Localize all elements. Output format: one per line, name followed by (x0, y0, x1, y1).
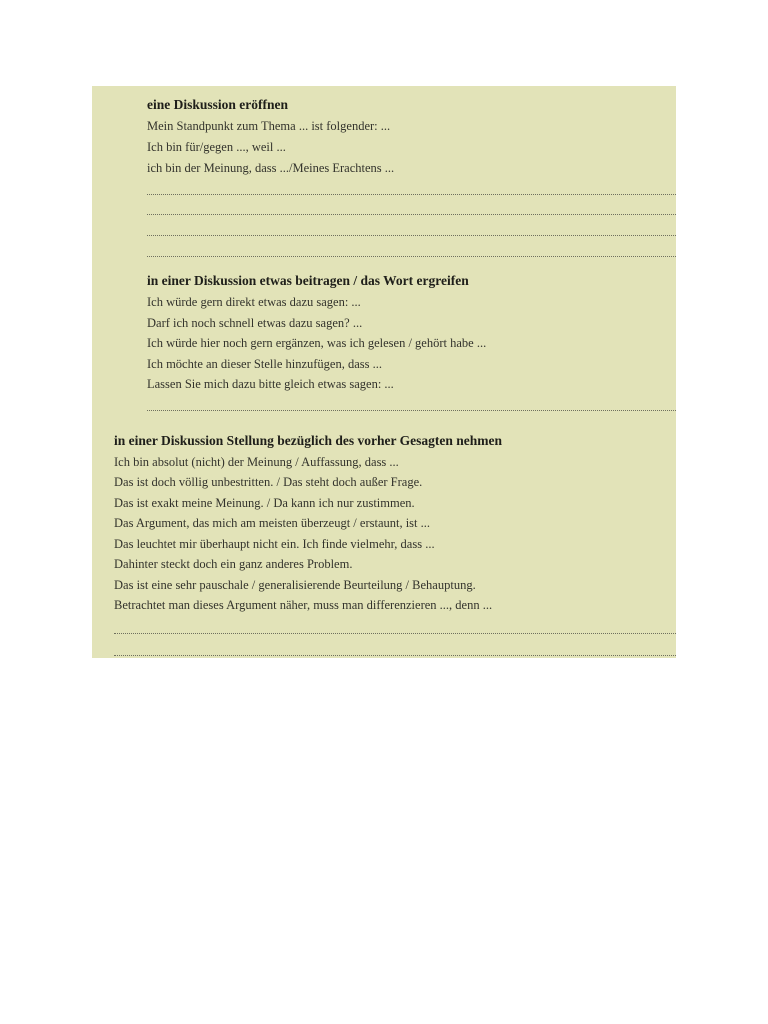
phrase-line: Ich würde gern direkt etwas dazu sagen: ... (147, 295, 361, 309)
section-heading-open-discussion: eine Diskussion eröffnen (147, 97, 289, 112)
blank-writing-line (114, 655, 676, 656)
blank-writing-line (147, 256, 676, 257)
phrase-line: Das Argument, das mich am meisten überzeugt / erstaunt, ist ... (114, 516, 431, 530)
phrase-line: Das ist exakt meine Meinung. / Da kann ich nur zustimmen. (114, 496, 415, 510)
blank-writing-line (114, 633, 676, 634)
phrase-line: Das ist doch völlig unbestritten. / Das steht doch außer Frage. (114, 475, 423, 489)
phrase-line: Betrachtet man dieses Argument näher, muss man differenzieren ..., denn ... (114, 598, 493, 612)
phrase-line: Dahinter steckt doch ein ganz anderes Problem. (114, 557, 353, 571)
phrase-line: Ich bin absolut (nicht) der Meinung / Auffassung, dass ... (114, 455, 399, 469)
blank-writing-line (147, 235, 676, 236)
phrase-line: Das leuchtet mir überhaupt nicht ein. Ich finde vielmehr, dass ... (114, 537, 435, 551)
section-heading-contribute: in einer Diskussion etwas beitragen / das Wort ergreifen (147, 273, 469, 288)
phrase-line: Mein Standpunkt zum Thema ... ist folgender: ... (147, 119, 391, 133)
blank-writing-line (147, 214, 676, 215)
phrase-line: Ich würde hier noch gern ergänzen, was ich gelesen / gehört habe ... (147, 336, 487, 350)
blank-writing-line (147, 194, 676, 195)
phrase-line: Das ist eine sehr pauschale / generalisierende Beurteilung / Behauptung. (114, 578, 476, 592)
phrase-card (92, 86, 676, 658)
blank-writing-line (147, 410, 676, 411)
phrase-line: Ich bin für/gegen ..., weil ... (147, 140, 286, 154)
phrase-line: Lassen Sie mich dazu bitte gleich etwas sagen: ... (147, 377, 394, 391)
section-heading-take-position: in einer Diskussion Stellung bezüglich des vorher Gesagten nehmen (114, 433, 503, 448)
phrase-line: Darf ich noch schnell etwas dazu sagen? ... (147, 316, 363, 330)
phrase-line: Ich möchte an dieser Stelle hinzufügen, dass ... (147, 357, 382, 371)
phrase-line: ich bin der Meinung, dass .../Meines Erachtens ... (147, 161, 395, 175)
